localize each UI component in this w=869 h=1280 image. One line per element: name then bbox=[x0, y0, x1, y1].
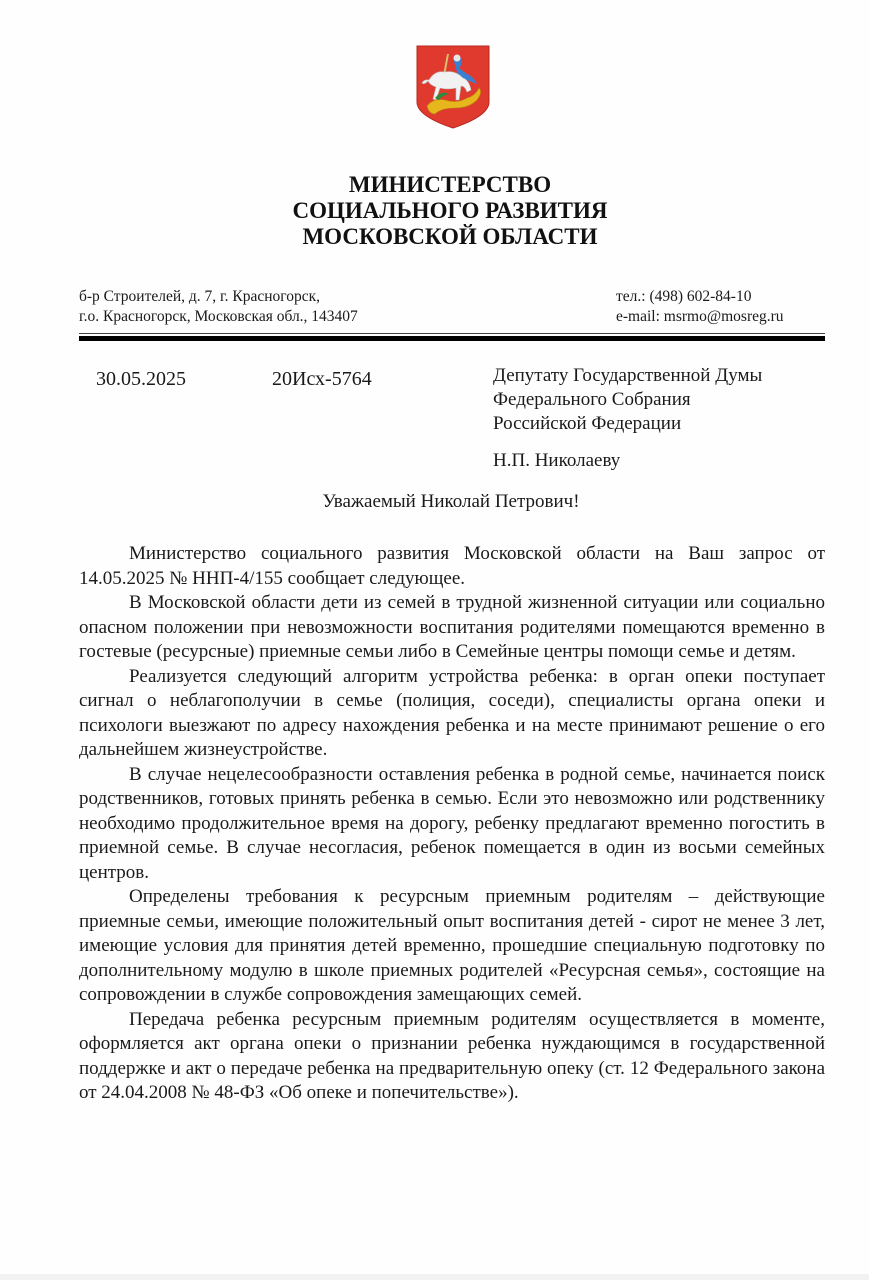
ministry-title bbox=[0, 172, 869, 250]
address-line: г.о. Красногорск, Московская обл., 143407 bbox=[79, 308, 358, 325]
page-bottom-edge bbox=[0, 1274, 869, 1280]
title-line: СОЦИАЛЬНОГО РАЗВИТИЯ bbox=[292, 198, 608, 223]
email: e-mail: msrmo@mosreg.ru bbox=[616, 308, 784, 325]
paragraph: Передача ребенка ресурсным приемным родителям осуществляется в моменте, оформляется акт органа опеки о признании ребенка нуждающимся в государственной поддержке и акт о передаче ребенка на предварительную опеку (ст. 12 Федерального закона от 24.04.2008 № 48-ФЗ «Об опеке и попечительстве»). bbox=[79, 1008, 825, 1103]
ministry-address bbox=[79, 287, 358, 327]
addressee-name: Н.П. Николаеву bbox=[493, 450, 621, 471]
addressee-line: Федерального Собрания bbox=[493, 389, 691, 410]
coat-of-arms-icon bbox=[413, 42, 493, 132]
phone: тел.: (498) 602-84-10 bbox=[616, 288, 752, 305]
paragraph: Министерство социального развития Московской области на Ваш запрос от 14.05.2025 № ННП-4/155 сообщает следующее. bbox=[79, 543, 825, 589]
header-divider-thin bbox=[79, 333, 825, 334]
paragraph: В Московской области дети из семей в трудной жизненной ситуации или социально опасном положении при невозможности воспитания родителями помещаются временно в гостевые (ресурсные) приемные семьи либо в Семейные центры помощи семье и детям. bbox=[79, 592, 825, 662]
letter-date: 30.05.2025 bbox=[96, 368, 186, 390]
title-line: МИНИСТЕРСТВО bbox=[348, 172, 552, 197]
paragraph: Определены требования к ресурсным приемным родителям – действующие приемные семьи, имеющие положительный опыт воспитания детей - сирот не менее 3 лет, имеющие условия для принятия детей временно, прошедшие специальную подготовку по дополнительному модулю в школе приемных родителей «Ресурсная семья», состоящие на сопровождении в службе сопровождения замещающих семей. bbox=[79, 886, 825, 1005]
ministry-contacts bbox=[616, 287, 784, 327]
registration-number: 20Исх-5764 bbox=[272, 368, 372, 390]
address-line: б-р Строителей, д. 7, г. Красногорск, bbox=[79, 288, 321, 305]
letter-body bbox=[79, 542, 825, 1106]
paragraph: В случае нецелесообразности оставления ребенка в родной семье, начинается поиск родственников, готовых принять ребенка в семью. Если это невозможно или родственнику необходимо продолжительное время на дорогу, ребенку предлагают временно погостить в приемной семье. В случае несогласия, ребенок помещается в один из восьми семейных центров. bbox=[79, 763, 825, 883]
addressee-line: Российской Федерации bbox=[493, 413, 682, 434]
addressee-block bbox=[493, 364, 762, 436]
addressee-line: Депутату Государственной Думы bbox=[493, 365, 763, 386]
paragraph: Реализуется следующий алгоритм устройства ребенка: в орган опеки поступает сигнал о неблагополучии в семье (полиция, соседи), специалисты органа опеки и психологи выезжают по адресу нахождения ребенка и на месте принимают решение о его дальнейшем жизнеустройстве. bbox=[79, 665, 825, 760]
header-divider-thick bbox=[79, 336, 825, 341]
title-line: МОСКОВСКОЙ ОБЛАСТИ bbox=[302, 224, 598, 249]
salutation: Уважаемый Николай Петрович! bbox=[322, 491, 580, 512]
